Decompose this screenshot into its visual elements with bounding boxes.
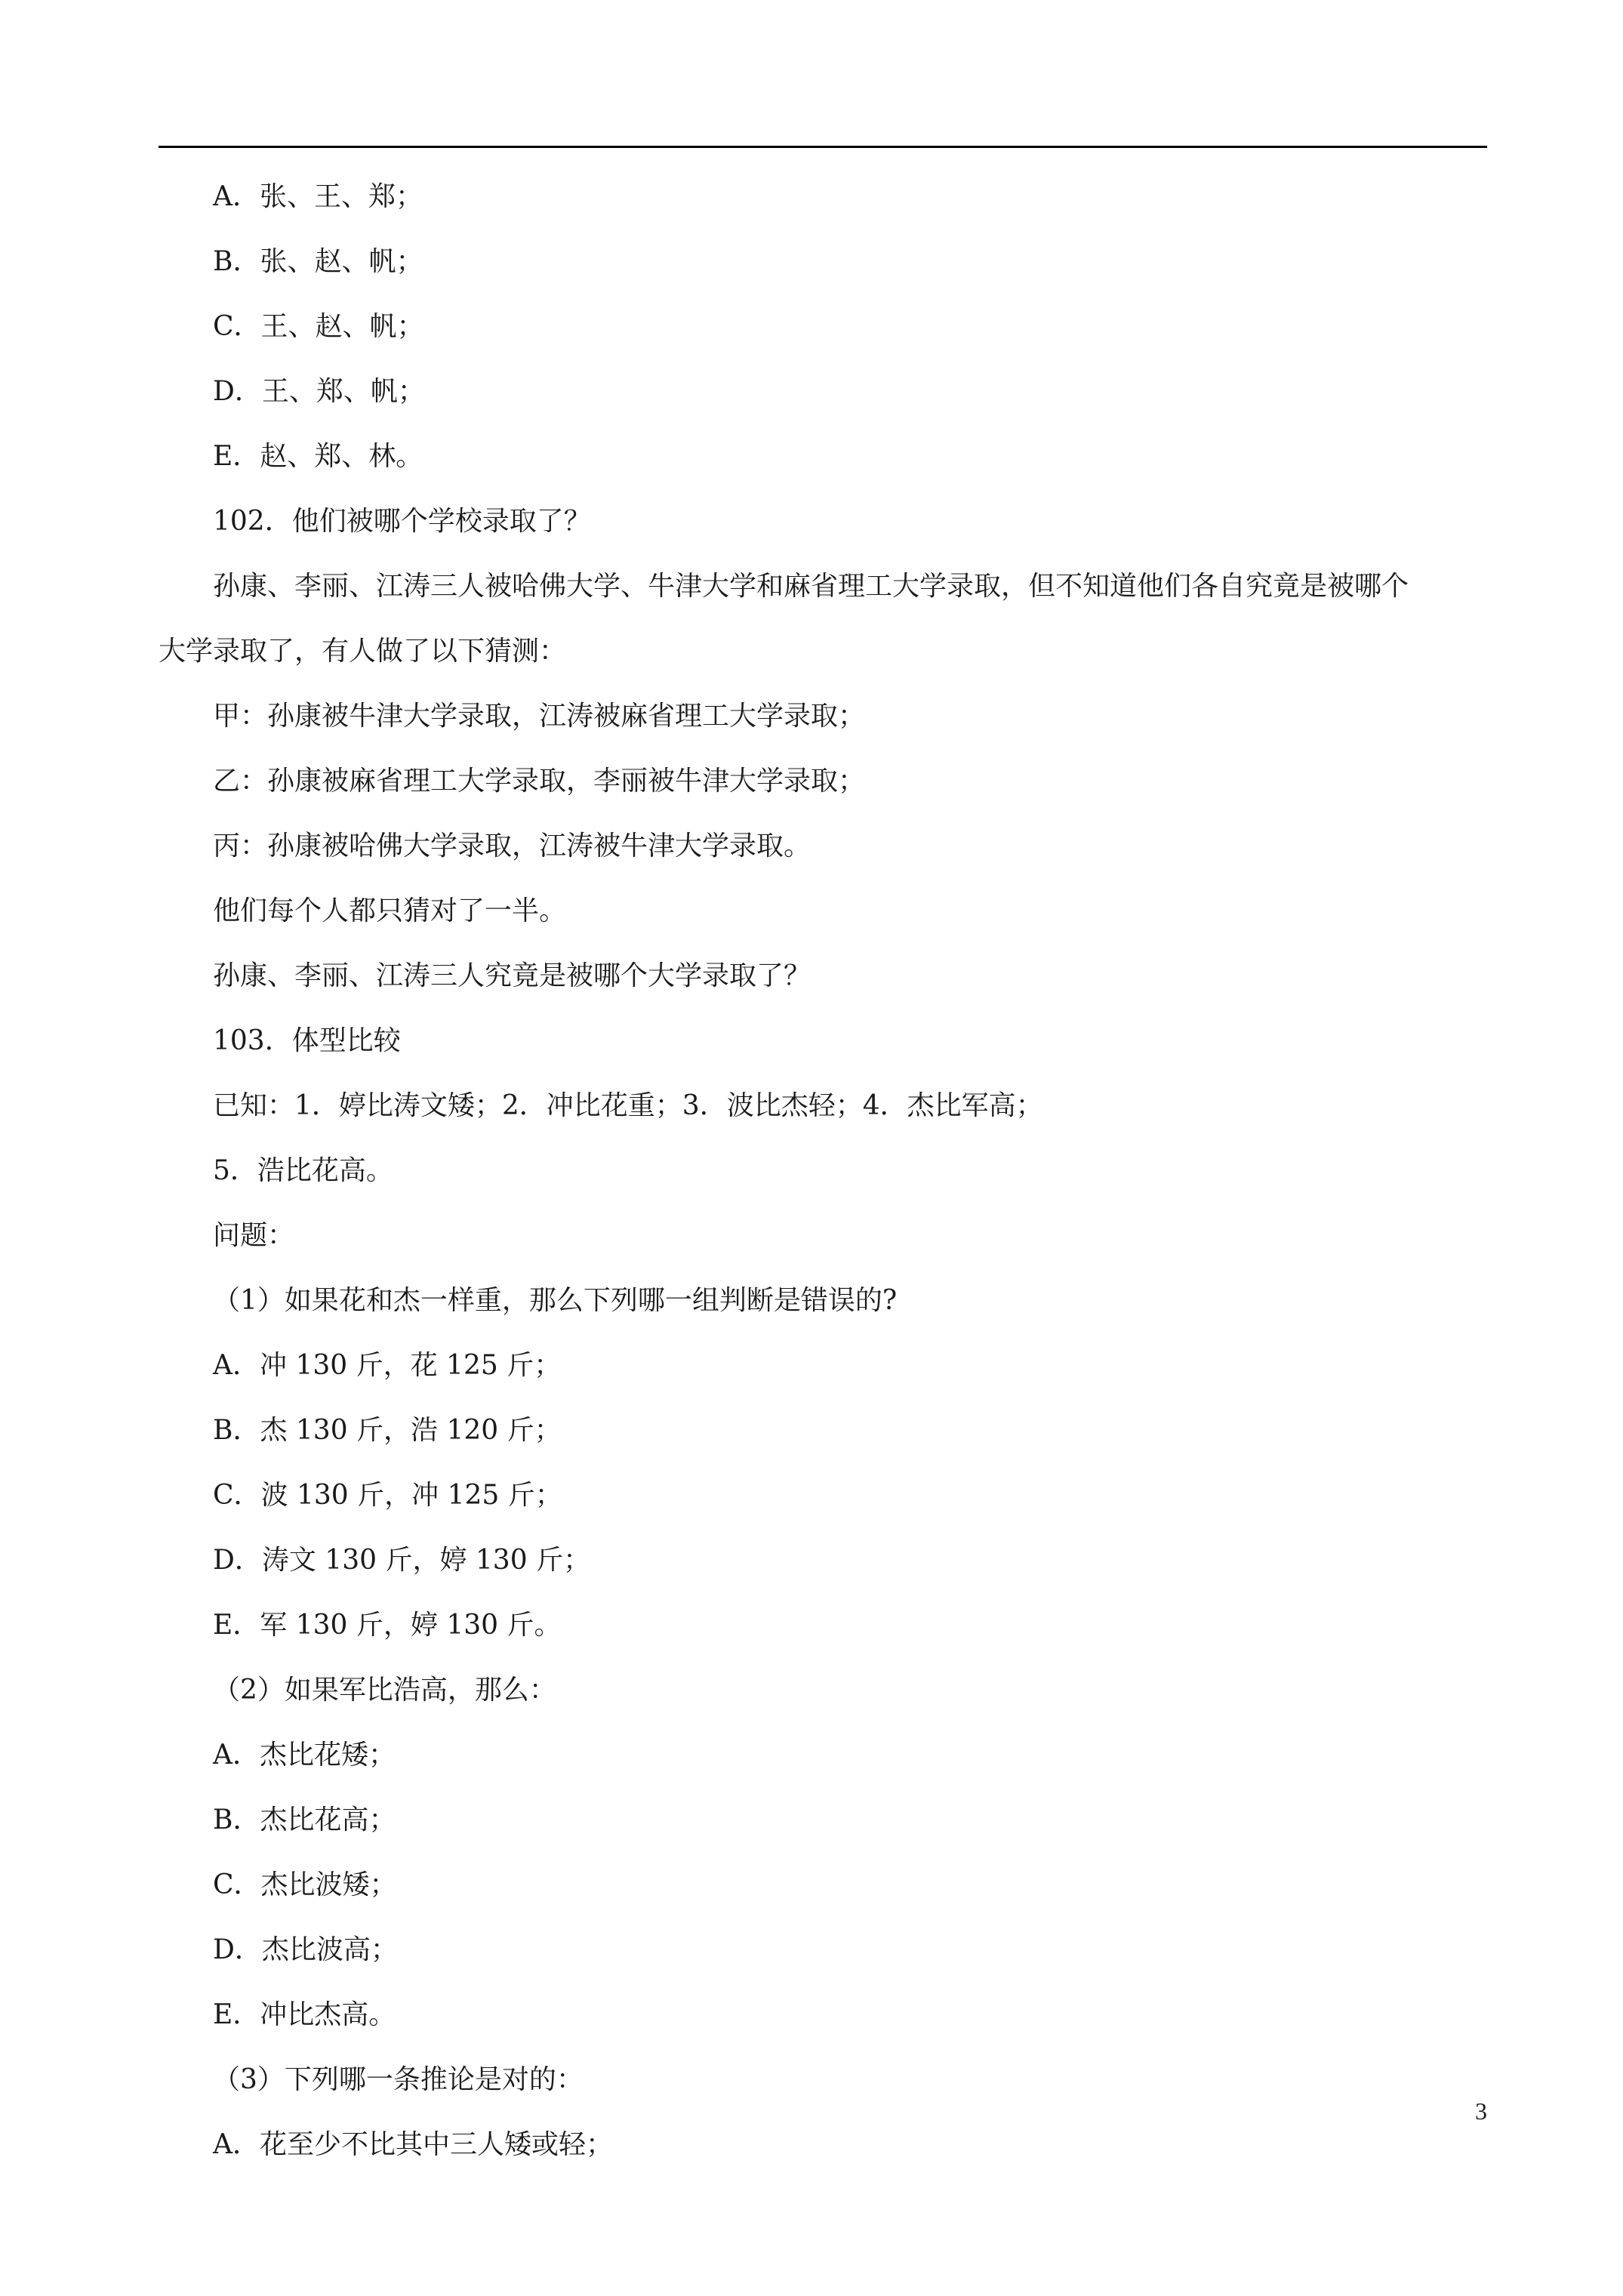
text-line: E．赵、郑、林。 [213, 441, 423, 472]
text-line: 乙：孙康被麻省理工大学录取，李丽被牛津大学录取； [213, 766, 866, 797]
page-number: 3 [1475, 2097, 1487, 2125]
text-line: 孙康、李丽、江涛三人被哈佛大学、牛津大学和麻省理工大学录取，但不知道他们各自究竟是被哪个 [213, 571, 1409, 602]
text-line: （1）如果花和杰一样重，那么下列哪一组判断是错误的? [213, 1285, 898, 1316]
text-line: A．花至少不比其中三人矮或轻； [213, 2129, 613, 2160]
text-line: A．杰比花矮； [213, 1740, 396, 1771]
text-line: B．张、赵、帆； [213, 246, 423, 277]
text-line: E．冲比杰高。 [213, 1999, 396, 2030]
text-line: 103．体型比较 [213, 1025, 401, 1056]
text-line: A．张、王、郑； [213, 181, 423, 212]
document-body [159, 165, 1487, 2177]
text-line: D．杰比波高； [213, 1934, 398, 1965]
text-line: 已知：1．婷比涛文矮；2．冲比花重；3．波比杰轻；4．杰比军高； [213, 1090, 1043, 1121]
text-line: B．杰 130 斤，浩 120 斤； [213, 1415, 562, 1446]
text-line: （2）如果军比浩高，那么： [213, 1675, 556, 1706]
text-line: 问题： [213, 1220, 295, 1251]
text-line: 丙：孙康被哈佛大学录取，江涛被牛津大学录取。 [213, 831, 812, 861]
text-line: 孙康、李丽、江涛三人究竟是被哪个大学录取了？ [213, 960, 812, 991]
text-line: 5．浩比花高。 [213, 1155, 393, 1186]
text-line: B．杰比花高； [213, 1804, 396, 1835]
text-line: 他们每个人都只猜对了一半。 [213, 895, 567, 926]
text-line: D．王、郑、帆； [213, 376, 425, 407]
text-line: E．军 130 斤，婷 130 斤。 [213, 1610, 562, 1641]
text-line: 甲：孙康被牛津大学录取，江涛被麻省理工大学录取； [213, 701, 866, 732]
text-line: （3）下列哪一条推论是对的： [213, 2064, 584, 2095]
text-line: D．涛文 130 斤，婷 130 斤； [213, 1545, 591, 1576]
text-line: C．王、赵、帆； [213, 311, 424, 342]
header-rule [159, 146, 1487, 148]
text-line: 102．他们被哪个学校录取了？ [213, 506, 591, 537]
text-line: C．杰比波矮； [213, 1869, 397, 1900]
text-line: C．波 130 斤，冲 125 斤； [213, 1480, 562, 1511]
text-line: A．冲 130 斤，花 125 斤； [213, 1350, 562, 1381]
text-line: 大学录取了，有人做了以下猜测： [159, 636, 567, 667]
